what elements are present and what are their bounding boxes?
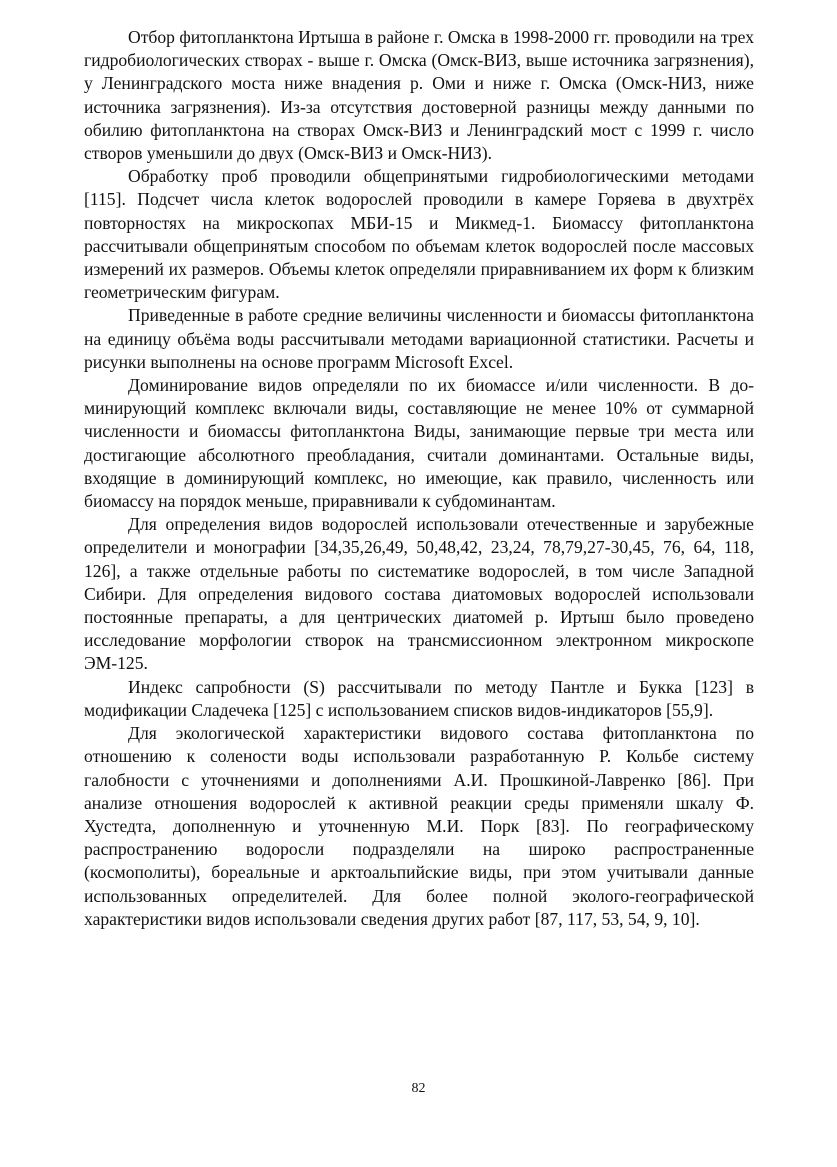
page-number: 82 <box>411 1081 426 1096</box>
paragraph-identification: Для определения видов водорослей использовали отечественные и зарубежные определители и монографии [34,35,26,49, 50,48,42, 23,24, 78,79,27-30,45, 76, 64, 118, 126], а также отдельные работы по систематике водорослей, в том числе Западной Сибири. Для определения видового состава диатомовых водорослей использовали постоянные препараты, а для центрических диатомей р. Иртыш было проведено исследование морфологии створок на трансмиссионном электронном микроскопе ЭМ-125. <box>84 514 754 674</box>
paragraph-dominance: Доминирование видов определяли по их биомассе и/или численности. В доминирующий комплекс включали виды, составляющие не менее 10% от суммарной численности и биомассы фитопланктона Виды, занимающие первые три места или достигающие абсолютного преобладания, считали доминантами. Остальные виды, входящие в доминирующий комплекс, но имеющие, как правило, численность или биомассу на порядок меньше, приравнивали к субдоминантам. <box>84 375 754 512</box>
paragraph-processing: Обработку проб проводили общепринятыми гидробиологическими методами [115]. Подсчет числа клеток водорослей проводили в камере Горяева в двухтрёх повторностях на микроскопах МБИ-15 и Микмед-1. Биомассу фитопланктона рассчитывали общепринятым способом по объемам клеток водорослей после массовых измерений их размеров. Объемы клеток определяли приравниванием их форм к близким геометрическим фигурам. <box>84 166 754 303</box>
paragraph-statistics: Приведенные в работе средние величины численности и биомассы фитопланктона на единицу объёма воды рассчитывали методами вариационной статистики. Расчеты и рисунки выполнены на основе программ Microsoft Excel. <box>84 305 754 372</box>
paragraph-sampling: Отбор фитопланктона Иртыша в районе г. Омска в 1998-2000 гг. проводили на трех гидробиологических створах - выше г. Омска (Омск-ВИЗ, выше источника загрязнения), у Ленинградского моста ниже внадения р. Оми и ниже г. Омска (Омск-НИЗ, ниже источника загрязнения). Из-за отсутствия достоверной разницы между данными по обилию фитопланктона на створах Омск-ВИЗ и Ленинградский мост с 1999 г. число створов уменьшили до двух (Омск-ВИЗ и Омск-НИЗ). <box>84 27 754 164</box>
body-text <box>84 26 754 931</box>
paragraph-ecology: Для экологической характеристики видового состава фитопланктона по отношению к солености воды использовали разработанную Р. Кольбе систему галобности с уточнениями и дополнениями А.И. Прошкиной-Лавренко [86]. При анализе отношения водорослей к активной реакции среды применяли шкалу Ф. Хустедта, дополненную и уточненную М.И. Порк [83]. По географическому распространению водоросли подразделяли на широко распространенные (космополиты), бореальные и арктоальпийские виды, при этом учитывали данные использованных определителей. Для более полной эколого-географической характеристики видов использовали сведения других работ [87, 117, 53, 54, 9, 10]. <box>84 723 754 929</box>
paragraph-saprobity: Индекс сапробности (S) рассчитывали по методу Пантле и Букка [123] в модификации Сладечека [125] с использованием списков видов-индикаторов [55,9]. <box>84 676 754 720</box>
